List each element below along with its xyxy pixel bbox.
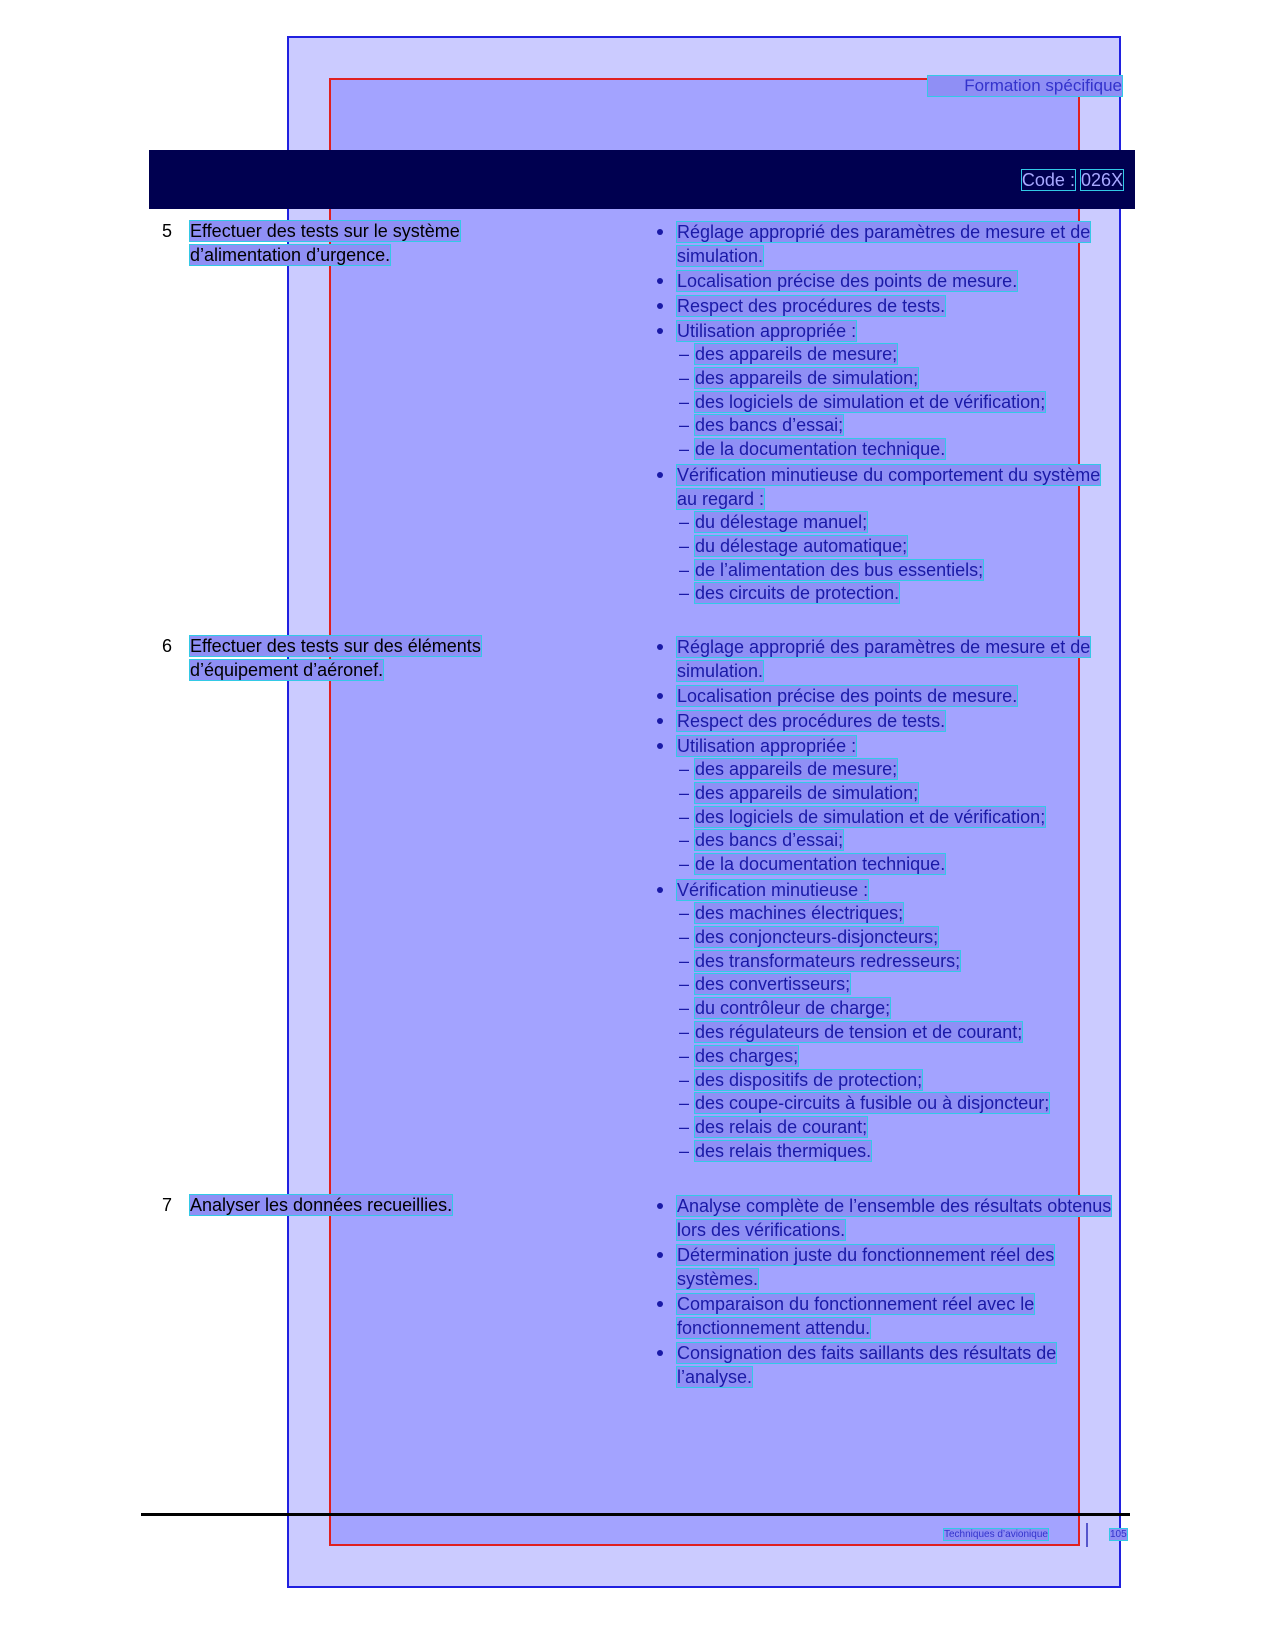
sub-criterion: – des coupe-circuits à fusible ou à disjoncteur;	[679, 1093, 1050, 1114]
sub-criteria-list	[677, 902, 1115, 1164]
sub-criterion: – des appareils de mesure;	[679, 344, 898, 364]
criterion: Réglage approprié des paramètres de mesure et de simulation.	[655, 635, 1115, 683]
criterion: Comparaison du fonctionnement réel avec le fonctionnement attendu.	[655, 1292, 1115, 1340]
code-banner	[149, 150, 1135, 209]
criterion: Consignation des faits saillants des résultats de l’analyse.	[655, 1341, 1115, 1389]
competency-7	[162, 1193, 652, 1217]
sub-criterion: – du délestage automatique;	[679, 535, 908, 556]
competency-line: d’équipement d’aéronef.	[190, 660, 384, 680]
competency-6	[162, 634, 652, 682]
criteria-list-6	[655, 635, 1115, 1165]
sub-criterion: – des appareils de simulation;	[679, 367, 919, 388]
competency-line: Analyser les données recueillies.	[190, 1195, 453, 1215]
sub-criteria-list	[677, 758, 1115, 877]
footer-program: Techniques d’avionique	[944, 1529, 1048, 1540]
sub-criterion: – du délestage manuel;	[679, 511, 868, 532]
sub-criterion: – de l’alimentation des bus essentiels;	[679, 559, 984, 580]
sub-criteria-list	[677, 343, 1115, 462]
competency-line: d’alimentation d’urgence.	[190, 245, 391, 265]
course-code	[1016, 170, 1123, 191]
competency-statement	[190, 219, 652, 267]
competency-number: 5	[162, 221, 173, 241]
section-title: Formation spécifique	[928, 76, 1122, 96]
criteria-list-5	[655, 220, 1115, 607]
sub-criterion: – des logiciels de simulation et de vérification;	[679, 391, 1046, 412]
competency-number: 7	[162, 1195, 173, 1215]
code-label: Code :	[1021, 170, 1075, 190]
criterion: Respect des procédures de tests.	[655, 294, 1115, 318]
sub-criterion: – du contrôleur de charge;	[679, 998, 891, 1019]
criterion: Analyse complète de l’ensemble des résultats obtenus lors des vérifications.	[655, 1194, 1115, 1242]
footer-rule	[141, 1513, 1130, 1516]
criterion: Vérification minutieuse : – des machines électriques; – des conjoncteurs-disjoncteurs; – des transformateurs redresseurs; – des convertisseurs; – du contrôleur de charge; – des régulateurs de tension et de courant; – des charges; – des dispositifs de protection; – des coupe-circuits à fusible ou à disjoncteur; – des relais de courant; – des relais thermiques.	[655, 878, 1115, 1164]
criterion: Utilisation appropriée : – des appareils de mesure; – des appareils de simulation; – des logiciels de simulation et de vérification; – des bancs d’essai; – de la documentation technique.	[655, 319, 1115, 462]
sub-criterion: – des circuits de protection.	[679, 583, 900, 604]
sub-criterion: – des appareils de mesure;	[679, 759, 898, 779]
sub-criterion: – des relais thermiques.	[679, 1140, 872, 1161]
sub-criterion: – des conjoncteurs-disjoncteurs;	[679, 926, 939, 947]
criterion: Détermination juste du fonctionnement réel des systèmes.	[655, 1243, 1115, 1291]
sub-criterion: – de la documentation technique.	[679, 854, 946, 875]
footer-separator	[1086, 1523, 1088, 1547]
sub-criterion: – des dispositifs de protection;	[679, 1069, 923, 1090]
sub-criterion: – des relais de courant;	[679, 1117, 868, 1138]
sub-criterion: – des logiciels de simulation et de vérification;	[679, 806, 1046, 827]
competency-5	[162, 219, 652, 267]
criterion: Localisation précise des points de mesure.	[655, 269, 1115, 293]
sub-criterion: – des appareils de simulation;	[679, 782, 919, 803]
sub-criterion: – des machines électriques;	[679, 902, 904, 923]
sub-criterion: – de la documentation technique.	[679, 439, 946, 460]
criterion: Réglage approprié des paramètres de mesure et de simulation.	[655, 220, 1115, 268]
criterion: Localisation précise des points de mesure.	[655, 684, 1115, 708]
competency-line: Effectuer des tests sur des éléments	[190, 636, 481, 656]
criterion: Utilisation appropriée : – des appareils de mesure; – des appareils de simulation; – des logiciels de simulation et de vérification; – des bancs d’essai; – de la documentation technique.	[655, 734, 1115, 877]
criterion: Vérification minutieuse du comportement du système au regard : – du délestage manuel; – du délestage automatique; – de l’alimentation des bus essentiels; – des circuits de protection.	[655, 463, 1115, 606]
criteria-list-7	[655, 1194, 1115, 1390]
sub-criterion: – des convertisseurs;	[679, 974, 851, 995]
sub-criterion: – des régulateurs de tension et de courant;	[679, 1021, 1023, 1042]
criterion: Respect des procédures de tests.	[655, 709, 1115, 733]
sub-criterion: – des bancs d’essai;	[679, 415, 844, 436]
sub-criterion: – des bancs d’essai;	[679, 830, 844, 851]
competency-statement	[190, 1193, 652, 1217]
competency-number: 6	[162, 636, 173, 656]
competency-statement	[190, 634, 652, 682]
page-number: 105	[1110, 1529, 1127, 1540]
sub-criteria-list	[677, 511, 1115, 606]
sub-criterion: – des charges;	[679, 1045, 799, 1066]
code-value: 026X	[1080, 170, 1123, 190]
sub-criterion: – des transformateurs redresseurs;	[679, 950, 961, 971]
competency-line: Effectuer des tests sur le système	[190, 221, 460, 241]
